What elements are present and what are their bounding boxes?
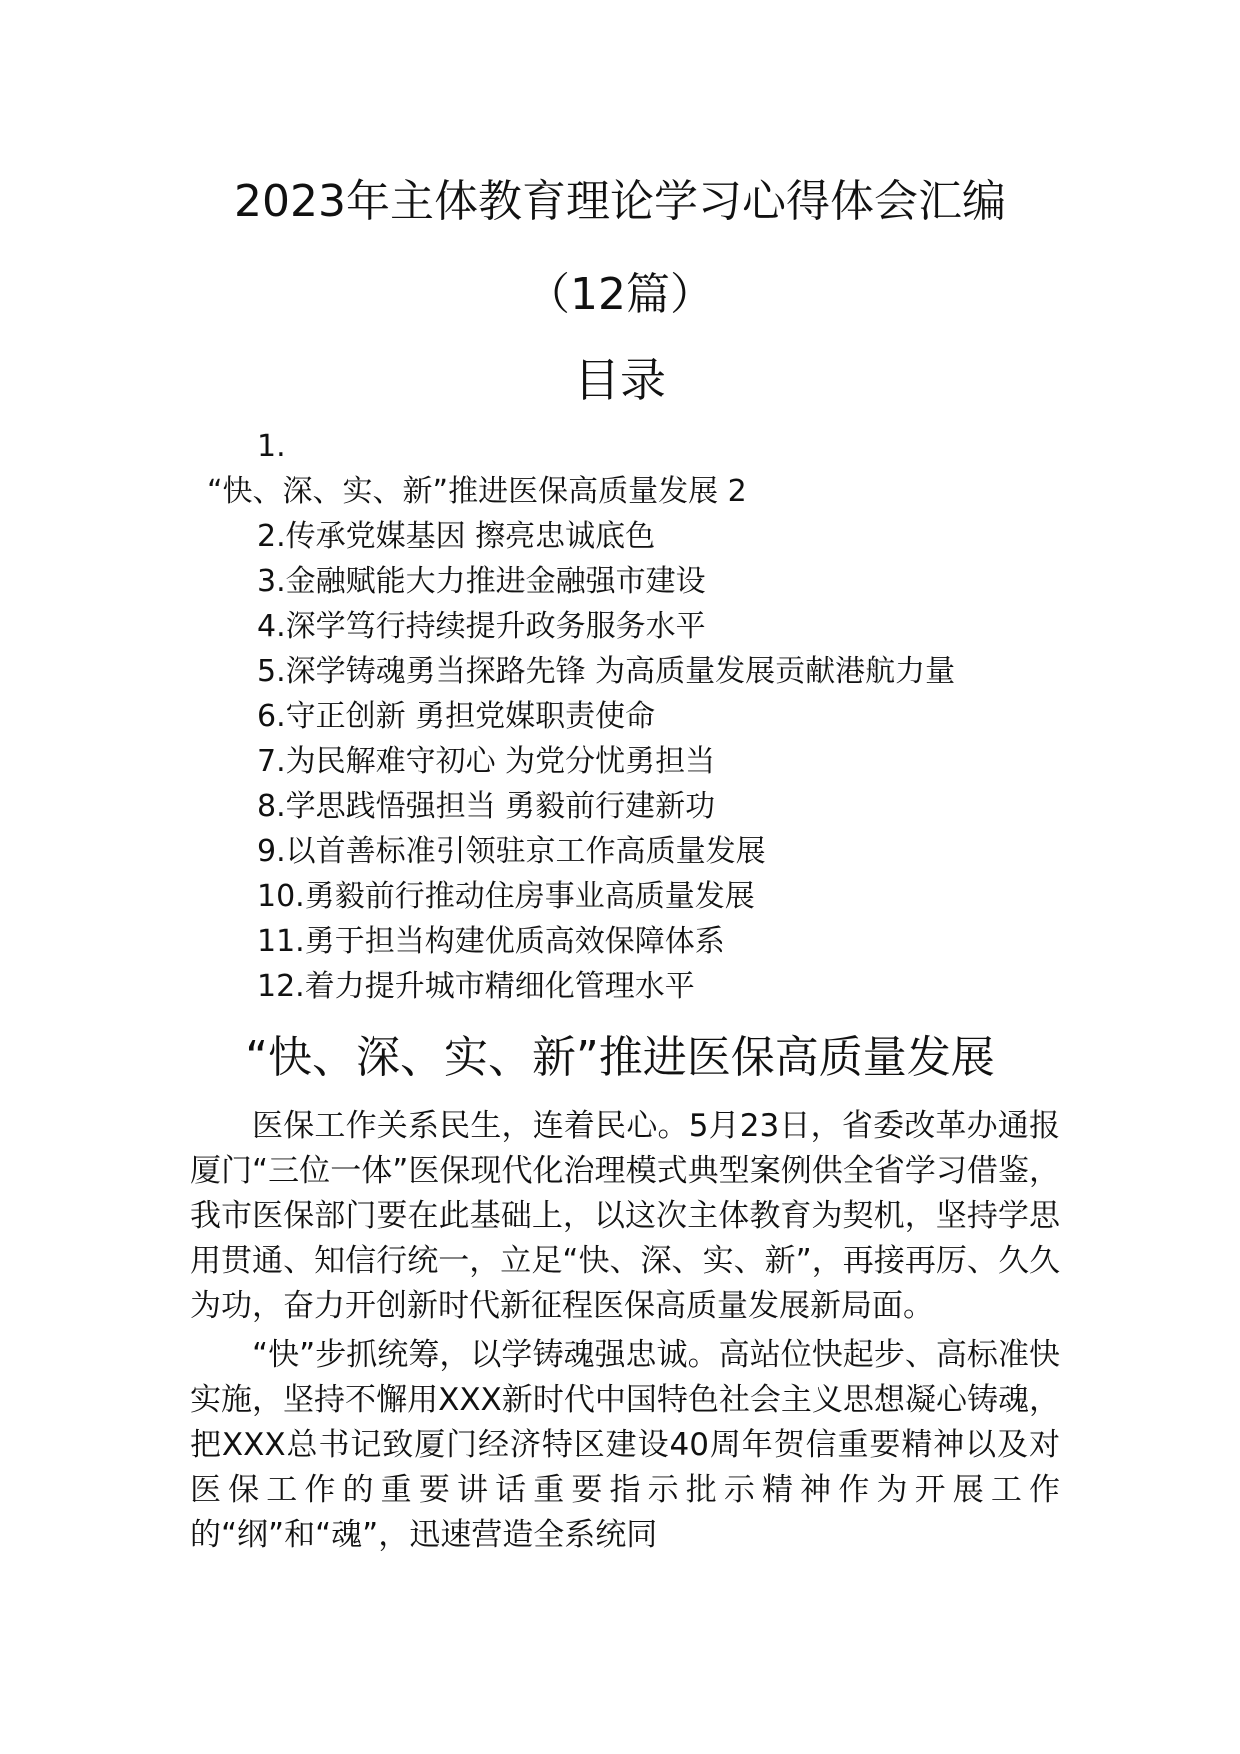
toc-item-3[interactable] [0, 559, 1240, 604]
document-title: 2023年主体教育理论学习心得体会汇编 [234, 176, 1006, 227]
toc-heading: 目录 [574, 353, 666, 407]
toc-item-4[interactable] [0, 604, 1240, 649]
toc-item-9[interactable] [0, 829, 1240, 874]
toc-item-5[interactable] [0, 649, 1240, 694]
toc-item-number: 4. [257, 609, 286, 644]
toc-item-2[interactable] [0, 514, 1240, 559]
toc-item-number: 11. [257, 924, 305, 959]
toc-item-number: 9. [257, 834, 286, 869]
toc-item-11[interactable] [0, 919, 1240, 964]
toc-item-number: 8. [257, 789, 286, 824]
toc-item-label: 深学铸魂勇当探路先锋 为高质量发展贡献港航力量 [285, 654, 956, 689]
toc-item-label: 深学笃行持续提升政务服务水平 [285, 609, 706, 644]
paragraph: “快”步抓统筹，以学铸魂强忠诚。高站位快起步、高标准快实施，坚持不懈用XXX新时代中国特色社会主义思想凝心铸魂，把XXX总书记致厦门经济特区建设40周年贺信重要精神以及对医保工作的重要讲话重要指示批示精神作为开展工作的“纲”和“魂”，迅速营造全系统同 [190, 1337, 1060, 1553]
toc-item-6[interactable] [0, 694, 1240, 739]
toc-item-label: 为民解难守初心 为党分忧勇担当 [285, 744, 716, 779]
toc-item-label: 以首善标准引领驻京工作高质量发展 [285, 834, 766, 869]
toc-item-1-number[interactable]: 1. [257, 429, 286, 464]
toc-item-number: 6. [257, 699, 286, 734]
toc-item-label: 勇毅前行推动住房事业高质量发展 [304, 879, 755, 914]
toc-item-12[interactable] [0, 964, 1240, 1009]
toc-item-label: 传承党媒基因 擦亮忠诚底色 [285, 519, 656, 554]
document-subtitle: （12篇） [526, 269, 714, 320]
toc-item-number: 3. [257, 564, 286, 599]
toc-item-label: 着力提升城市精细化管理水平 [304, 969, 695, 1004]
toc-item-number: 2. [257, 519, 286, 554]
toc-item-number: 12. [257, 969, 305, 1004]
toc-item-label: 学思践悟强担当 勇毅前行建新功 [285, 789, 716, 824]
toc-item-label: 金融赋能大力推进金融强市建设 [285, 564, 706, 599]
toc-item-8[interactable] [0, 784, 1240, 829]
table-of-contents [0, 424, 1240, 1009]
toc-item-label: 勇于担当构建优质高效保障体系 [304, 924, 725, 959]
article-body [190, 1104, 1060, 1558]
toc-item-number: 7. [257, 744, 286, 779]
toc-item-label: 守正创新 勇担党媒职责使命 [285, 699, 656, 734]
toc-item-1-label[interactable]: “快、深、实、新”推进医保高质量发展 2 [207, 474, 747, 509]
toc-item-10[interactable] [0, 874, 1240, 919]
article-title: “快、深、实、新”推进医保高质量发展 [245, 1032, 995, 1083]
toc-item-number: 10. [257, 879, 305, 914]
toc-item-number: 5. [257, 654, 286, 689]
toc-item-7[interactable] [0, 739, 1240, 784]
paragraph: 医保工作关系民生，连着民心。5月23日，省委改革办通报厦门“三位一体”医保现代化治理模式典型案例供全省学习借鉴，我市医保部门要在此基础上，以这次主体教育为契机，坚持学思用贯通、知信行统一，立足“快、深、实、新”，再接再厉、久久为功，奋力开创新时代新征程医保高质量发展新局面。 [190, 1108, 1060, 1324]
